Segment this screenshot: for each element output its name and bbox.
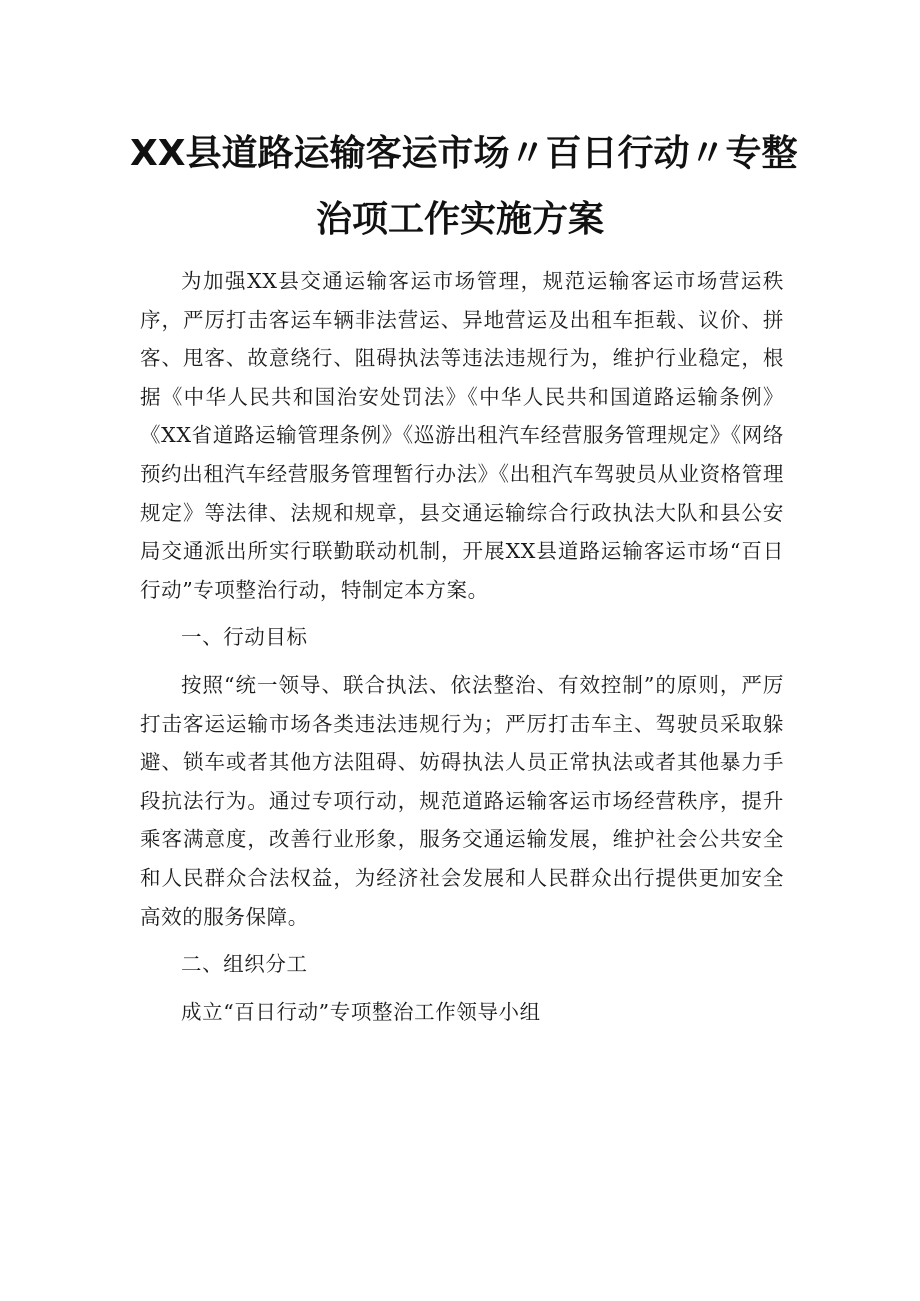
intro-paragraph: 为加强XX县交通运输客运市场管理，规范运输客运市场营运秩序，严厉打击客运车辆非法营运、异地营运及出租车拒载、议价、拼客、甩客、故意绕行、阻碍执法等违法违规行为，维护行业稳定，根据《中华人民共和国治安处罚法》《中华人民共和国道路运输条例》《XX省道路运输管理条例》《巡游出租汽车经营服务管理规定》《网络预约出租汽车经营服务管理暂行办法》《出租汽车驾驶员从业资格管理规定》等法律、法规和规章，县交通运输综合行政执法大队和县公安局交通派出所实行联勤联动机制，开展XX县道路运输客运市场“百日行动”专项整治行动，特制定本方案。 — [140, 269, 784, 602]
document-title-line-1: XX县道路运输客运市场〃百日行动〃专整 — [130, 133, 798, 174]
section-1-heading: 一、行动目标 — [181, 625, 308, 650]
section-2-heading: 二、组织分工 — [181, 952, 308, 977]
section-1-paragraph: 按照“统一领导、联合执法、依法整治、有效控制”的原则，严厉打击客运运输市场各类违法违规行为；严厉打击车主、驾驶员采取躲避、锁车或者其他方法阻碍、妨碍执法人员正常执法或者其他暴力手段抗法行为。通过专项行动，规范道路运输客运市场经营秩序，提升乘客满意度，改善行业形象，服务交通运输发展，维护社会公共安全和人民群众合法权益，为经济社会发展和人民群众出行提供更加安全高效的服务保障。 — [140, 672, 784, 929]
document-body — [140, 262, 784, 1031]
document-title-line-2: 治项工作实施方案 — [315, 199, 604, 240]
section-2-paragraph: 成立“百日行动”专项整治工作领导小组 — [181, 999, 541, 1024]
